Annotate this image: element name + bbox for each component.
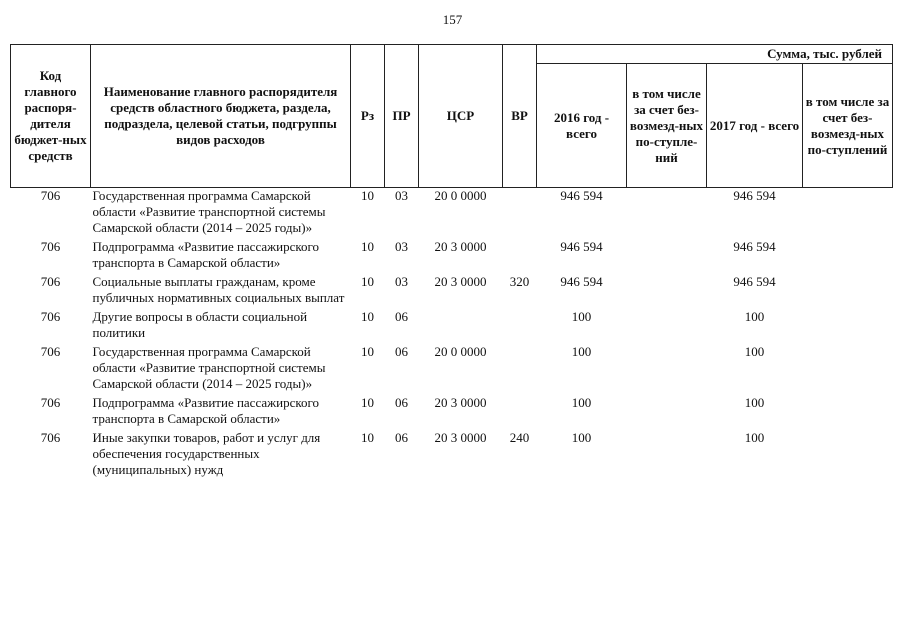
table-row	[11, 274, 893, 309]
cell-pr: 03	[395, 274, 408, 289]
header-pr: ПР	[385, 45, 419, 188]
cell-code: 706	[40, 188, 61, 203]
cell-2016-total: 100	[571, 344, 592, 359]
cell-2017-total: 100	[744, 344, 765, 359]
cell-vr: 240	[509, 430, 530, 445]
cell-csr: 20 3 0000	[434, 430, 487, 445]
cell-2017-gratuitous	[803, 344, 893, 395]
cell-2017-total: 946 594	[733, 274, 776, 289]
cell-2017-gratuitous	[803, 274, 893, 309]
header-2016-gratuitous: в том числе за счет без-возмезд-ных по-ступле-ний	[627, 64, 707, 188]
cell-2017-gratuitous	[803, 239, 893, 274]
cell-2016-gratuitous	[627, 188, 707, 240]
header-2016-total: 2016 год - всего	[537, 64, 627, 188]
cell-2016-total: 946 594	[560, 274, 603, 289]
cell-vr	[503, 309, 537, 344]
header-name: Наименование главного распорядителя средств областного бюджета, раздела, подраздела, целевой статьи, подгруппы видов расходов	[91, 45, 351, 188]
table-row	[11, 395, 893, 430]
cell-2017-total: 946 594	[733, 239, 776, 254]
page-number: 157	[442, 12, 463, 27]
cell-name: Иные закупки товаров, работ и услуг для обеспечения государственных (муниципальных) нужд	[92, 430, 321, 477]
cell-name: Подпрограмма «Развитие пассажирского транспорта в Самарской области»	[92, 395, 320, 426]
cell-2017-gratuitous	[803, 395, 893, 430]
cell-2016-total: 100	[571, 309, 592, 324]
cell-2016-gratuitous	[627, 430, 707, 481]
cell-name: Другие вопросы в области социальной политики	[92, 309, 308, 340]
cell-code: 706	[40, 274, 61, 289]
cell-rz: 10	[361, 188, 374, 203]
cell-2016-gratuitous	[627, 274, 707, 309]
cell-code: 706	[40, 309, 61, 324]
cell-rz: 10	[361, 274, 374, 289]
cell-pr: 06	[395, 430, 408, 445]
table-row	[11, 344, 893, 395]
cell-vr	[503, 395, 537, 430]
cell-pr: 06	[395, 395, 408, 410]
cell-pr: 06	[395, 344, 408, 359]
budget-table	[10, 44, 893, 481]
cell-pr: 06	[395, 309, 408, 324]
cell-2016-gratuitous	[627, 395, 707, 430]
table-row	[11, 430, 893, 481]
cell-code: 706	[40, 239, 61, 254]
cell-2016-total: 946 594	[560, 188, 603, 203]
cell-rz: 10	[361, 430, 374, 445]
cell-rz: 10	[361, 239, 374, 254]
cell-pr: 03	[395, 188, 408, 203]
header-sum-group: Сумма, тыс. рублей	[537, 45, 893, 64]
header-2017-total: 2017 год - всего	[707, 64, 803, 188]
cell-2017-gratuitous	[803, 309, 893, 344]
cell-2016-total: 100	[571, 430, 592, 445]
cell-csr: 20 0 0000	[434, 188, 487, 203]
table-row	[11, 239, 893, 274]
cell-2016-gratuitous	[627, 344, 707, 395]
cell-2017-gratuitous	[803, 188, 893, 240]
cell-rz: 10	[361, 344, 374, 359]
cell-name: Подпрограмма «Развитие пассажирского транспорта в Самарской области»	[92, 239, 320, 270]
cell-2016-gratuitous	[627, 239, 707, 274]
cell-2016-total: 100	[571, 395, 592, 410]
cell-csr: 20 3 0000	[434, 239, 487, 254]
cell-pr: 03	[395, 239, 408, 254]
cell-2017-total: 100	[744, 395, 765, 410]
cell-rz: 10	[361, 309, 374, 324]
cell-2017-total: 100	[744, 430, 765, 445]
cell-name: Государственная программа Самарской области «Развитие транспортной системы Самарской области (2014 – 2025 годы)»	[92, 344, 326, 391]
cell-rz: 10	[361, 395, 374, 410]
cell-vr: 320	[509, 274, 530, 289]
cell-2017-gratuitous	[803, 430, 893, 481]
cell-code: 706	[40, 395, 61, 410]
cell-name: Социальные выплаты гражданам, кроме публичных нормативных социальных выплат	[92, 274, 345, 305]
table-row	[11, 188, 893, 240]
cell-vr	[503, 239, 537, 274]
cell-name: Государственная программа Самарской области «Развитие транспортной системы Самарской области (2014 – 2025 годы)»	[92, 188, 326, 235]
cell-code: 706	[40, 344, 61, 359]
table-row	[11, 309, 893, 344]
cell-csr: 20 0 0000	[434, 344, 487, 359]
cell-2017-total: 946 594	[733, 188, 776, 203]
cell-csr	[419, 309, 503, 344]
cell-2016-total: 946 594	[560, 239, 603, 254]
header-csr: ЦСР	[419, 45, 503, 188]
cell-2016-gratuitous	[627, 309, 707, 344]
cell-csr: 20 3 0000	[434, 395, 487, 410]
cell-vr	[503, 188, 537, 240]
cell-csr: 20 3 0000	[434, 274, 487, 289]
cell-vr	[503, 344, 537, 395]
header-rz: Рз	[351, 45, 385, 188]
header-vr: ВР	[503, 45, 537, 188]
header-2017-gratuitous: в том числе за счет без-возмезд-ных по-ступлений	[803, 64, 893, 188]
cell-2017-total: 100	[744, 309, 765, 324]
header-code: Код главного распоря-дителя бюджет-ных средств	[11, 45, 91, 188]
cell-code: 706	[40, 430, 61, 445]
